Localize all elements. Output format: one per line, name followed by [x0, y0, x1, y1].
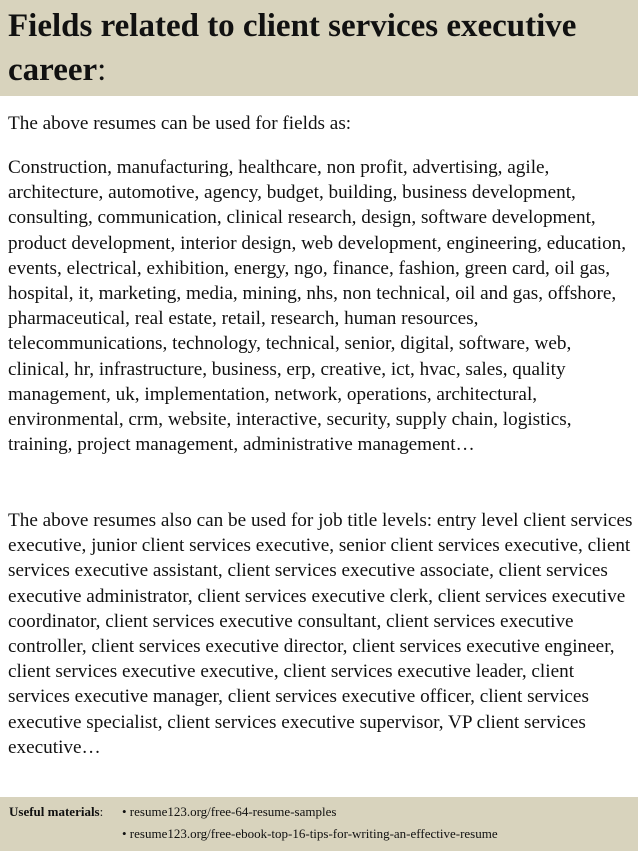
page-title-text: Fields related to client services executive career [8, 8, 577, 88]
title-bar [0, 0, 638, 96]
footer-bar [0, 797, 638, 851]
footer-link-resume-samples[interactable]: • resume123.org/free-64-resume-samples [122, 804, 337, 819]
job-levels-list: The above resumes also can be used for job title levels: entry level client services executive, junior client services executive, senior client services executive, client services executive assistant, client services executive associate, client services executive administrator, client services executive clerk, client services executive coordinator, client services executive consultant, client services executive controller, client services executive director, client services executive engineer, client services executive executive, client services executive leader, client services executive manager, client services executive officer, client services executive specialist, client services executive supervisor, VP client services executive… [8, 510, 633, 758]
footer-label-text: Useful materials [9, 804, 100, 819]
footer-link-ebook-tips[interactable]: • resume123.org/free-ebook-top-16-tips-for-writing-an-effective-resume [122, 826, 498, 841]
page-title [8, 4, 628, 92]
fields-list: Construction, manufacturing, healthcare, non profit, advertising, agile, architecture, automotive, agency, budget, building, business development, consulting, communication, clinical research, design, software development, product development, interior design, web development, engineering, education, events, electrical, exhibition, energy, ngo, finance, fashion, green card, oil gas, hospital, it, marketing, media, mining, nhs, non technical, oil and gas, offshore, pharmaceutical, real estate, retail, research, human resources, telecommunications, technology, technical, senior, digital, software, web, clinical, hr, infrastructure, business, erp, creative, ict, hvac, sales, quality management, uk, implementation, network, operations, architectural, environmental, crm, website, interactive, security, supply chain, logistics, training, project management, administrative management… [8, 157, 627, 456]
intro-text: The above resumes can be used for fields as: [8, 113, 352, 134]
footer-label [9, 802, 103, 822]
page-title-colon: : [97, 52, 107, 88]
footer-label-colon: : [99, 804, 104, 819]
